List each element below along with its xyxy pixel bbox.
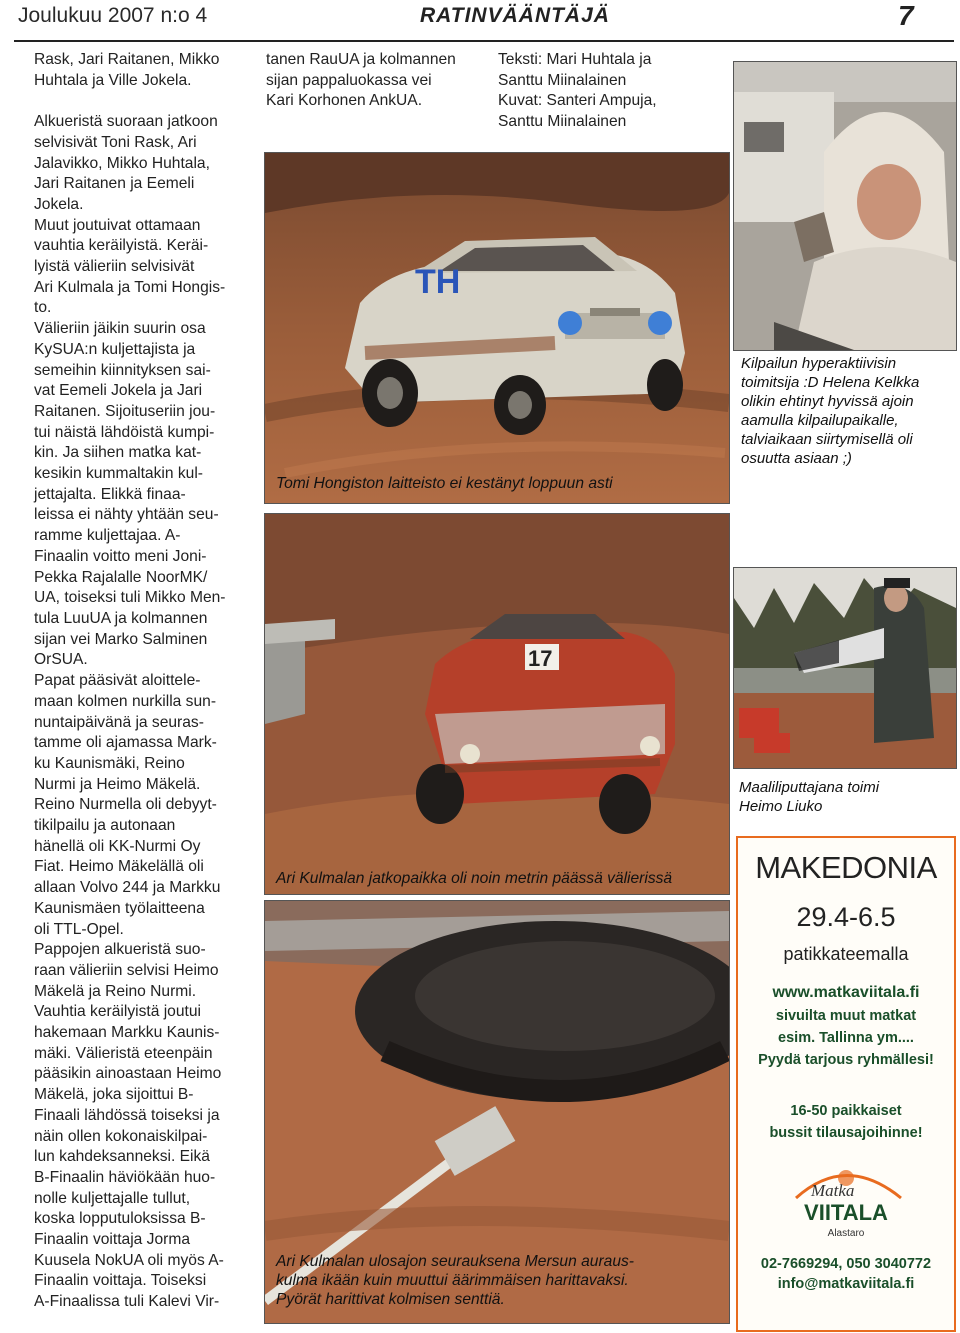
ad-contact	[738, 1254, 954, 1294]
ad-theme: patikkateemalla	[783, 944, 909, 964]
photo-heimo-liuko-image	[734, 568, 956, 768]
car-number-17: 17	[528, 646, 553, 671]
photo-rally-car-17-image	[265, 514, 729, 894]
photo-heimo-liuko	[733, 567, 957, 769]
photo-rally-car-th-image	[265, 153, 729, 503]
ad-phone-numbers: 02-7669294, 050 3040772	[760, 1256, 932, 1272]
article-column-2: tanen RauUA ja kolmannen sijan pappaluokassa vei Kari Korhonen AnkUA.	[266, 51, 456, 110]
photo-helena-kelkka-image	[734, 62, 956, 350]
photo-caption-1: Tomi Hongiston laitteisto ei kestänyt loppuun asti	[276, 475, 613, 492]
viitala-logo	[776, 1158, 916, 1240]
ad-bus-info	[738, 1100, 954, 1144]
publication-title: RATINVÄÄNTÄJÄ	[420, 4, 610, 27]
photo-caption-3: Ari Kulmalan ulosajon seurauksena Mersun auraus- kulma ikään kuin muuttui äärimmäisen harittavaksi. Pyörät harittivat kolmisen senttiä.	[276, 1253, 634, 1308]
logo-script-text: Matka	[811, 1181, 855, 1200]
header-divider	[14, 40, 954, 42]
photo-rally-car-th	[264, 152, 730, 504]
ad-email[interactable]: info@matkaviitala.fi	[777, 1276, 915, 1292]
ad-line-2: esim. Tallinna ym....	[778, 1030, 914, 1046]
photo-rally-car-17	[264, 513, 730, 895]
photo-helena-kelkka	[733, 61, 957, 351]
car-number-th: TH	[415, 263, 461, 301]
page-number: 7	[898, 0, 914, 31]
viitala-logo-image	[776, 1158, 916, 1240]
flagman-caption: Maaliliputtajana toimi Heimo Liuko	[739, 779, 880, 815]
logo-brand-text: VIITALA	[804, 1200, 888, 1225]
ad-bus-line-1: 16-50 paikkaiset	[790, 1103, 902, 1119]
ad-bus-line-2: bussit tilausajoihinne!	[769, 1125, 923, 1141]
woman-caption: Kilpailun hyperaktiivisin toimitsija :D Helena Kelkka olikin ehtinyt hyvissä ajoin aamulla kilpailupaikalle, talviaikaan siirtymisellä oli osuutta asiaan ;)	[741, 355, 920, 467]
article-credits: Teksti: Mari Huhtala ja Santtu Miinalainen Kuvat: Santeri Ampuja, Santtu Miinalainen	[498, 51, 657, 131]
travel-advertisement[interactable]	[736, 836, 956, 1332]
logo-place-text: Alastaro	[827, 1228, 865, 1239]
photo-caption-2: Ari Kulmalan jatkopaikka oli noin metrin päässä välierissä	[276, 870, 673, 887]
issue-date: Joulukuu 2007 n:o 4	[18, 4, 208, 27]
article-column-1: Rask, Jari Raitanen, Mikko Huhtala ja Ville Jokela. Alkueristä suoraan jatkoon selvisivät Toni Rask, Ari Jalavikko, Mikko Huhtala, Jari Raitanen ja Eemeli Jokela. Muut joutuivat ottamaan vauhtia keräilyistä. Keräi- lyistä välieriin selvisivät Ari Kulmala ja Tomi Hongis- to. Välieriin jäikin suurin osa KySUA:n kuljettajista ja semeihin kiinnityksen sai- vat Eemeli Jokela ja Jari Raitanen. Sijoituseriin jou- tui näistä lähdöistä kumpi- kin. Ja siihen matka kat- kesikin kummaltakin kul- jettajalta. Elikkä finaa- leissa ei nähty yhtään seu- ramme kuljettajaa. A- Finaalin voitto meni Joni- Pekka Rajalalle NoorMK/ UA, toiseksi tuli Mikko Men- tula LuuUA ja kolmannen sijan vei Marko Salminen OrSUA. Papat pääsivät aloittele- maan kolmen nurkilla sun- nuntaipäivänä ja seuras- tamme oli ajamassa Mark- ku Kaunismäki, Reino Nurmi ja Heimo Mäkelä. Reino Nurmella oli debyyt- tikilpailu ja autonaan hänellä oli KK-Nurmi Oy Fiat. Heimo Mäkelällä oli allaan Volvo 244 ja Markku Kaunismäen työlaitteena oli TTL-Opel. Pappojen alkueristä suo- raan välieriin selvisi Heimo Mäkelä ja Reino Nurmi. Vauhtia keräilyistä joutui hakemaan Markku Kaunis- mäki. Välieristä eteenpäin pääsikin ainoastaan Heimo Mäkelä, joka sijoittui B- Finaali lähdössä toiseksi ja näin ollen kokonaiskilpai- lun kahdeksanneksi. Eikä B-Finaalin häviökään huo- nolle kuljettajalle tullut, koska lopputuloksissa B- Finaalin voittaja Jorma Kuusela NokUA oli myös A- Finaalin voittaja. Toiseksi A-Finaalissa tuli Kalevi Vir-	[34, 51, 226, 1311]
ad-destination: MAKEDONIA	[755, 850, 937, 885]
ad-line-1: sivuilta muut matkat	[775, 1008, 917, 1024]
ad-website-link[interactable]: www.matkaviitala.fi	[772, 984, 920, 1001]
ad-line-3: Pyydä tarjous ryhmällesi!	[758, 1052, 934, 1068]
ad-dates: 29.4-6.5	[796, 902, 896, 932]
